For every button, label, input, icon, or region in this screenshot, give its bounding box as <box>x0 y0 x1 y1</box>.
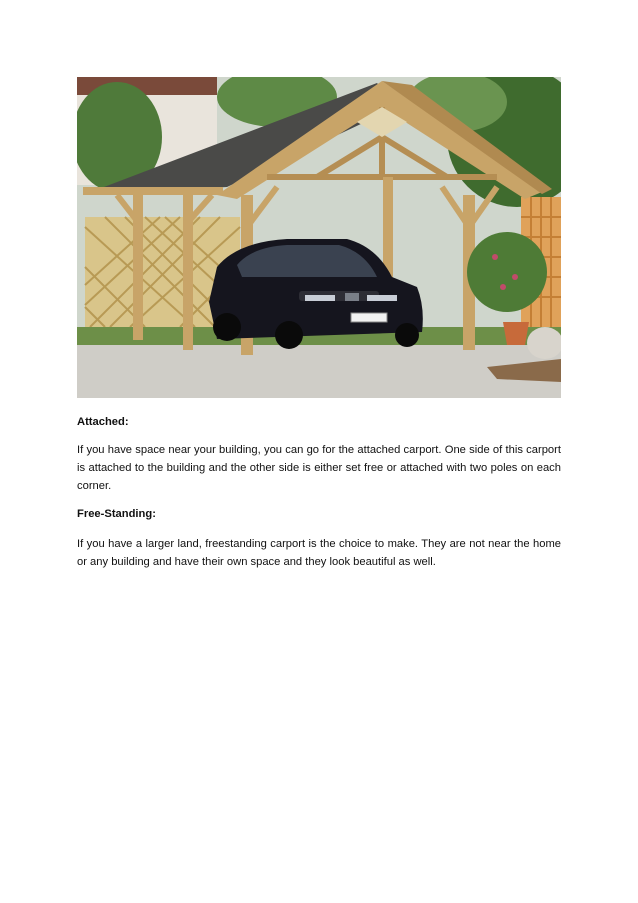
carport-illustration <box>77 77 561 398</box>
paragraph-free-standing: If you have a larger land, freestanding carport is the choice to make. They are not near the home or any building and have their own space and they look beautiful as well. <box>77 538 561 568</box>
driveway <box>77 345 561 398</box>
heading-free-standing: Free-Standing: <box>77 508 156 520</box>
paragraph-attached: If you have space near your building, you can go for the attached carport. One side of this carport is attached to the building and the other side is either set free or attached with two poles on each corner. <box>77 444 561 492</box>
heading-attached: Attached: <box>77 416 129 428</box>
carport-photo <box>77 77 561 398</box>
